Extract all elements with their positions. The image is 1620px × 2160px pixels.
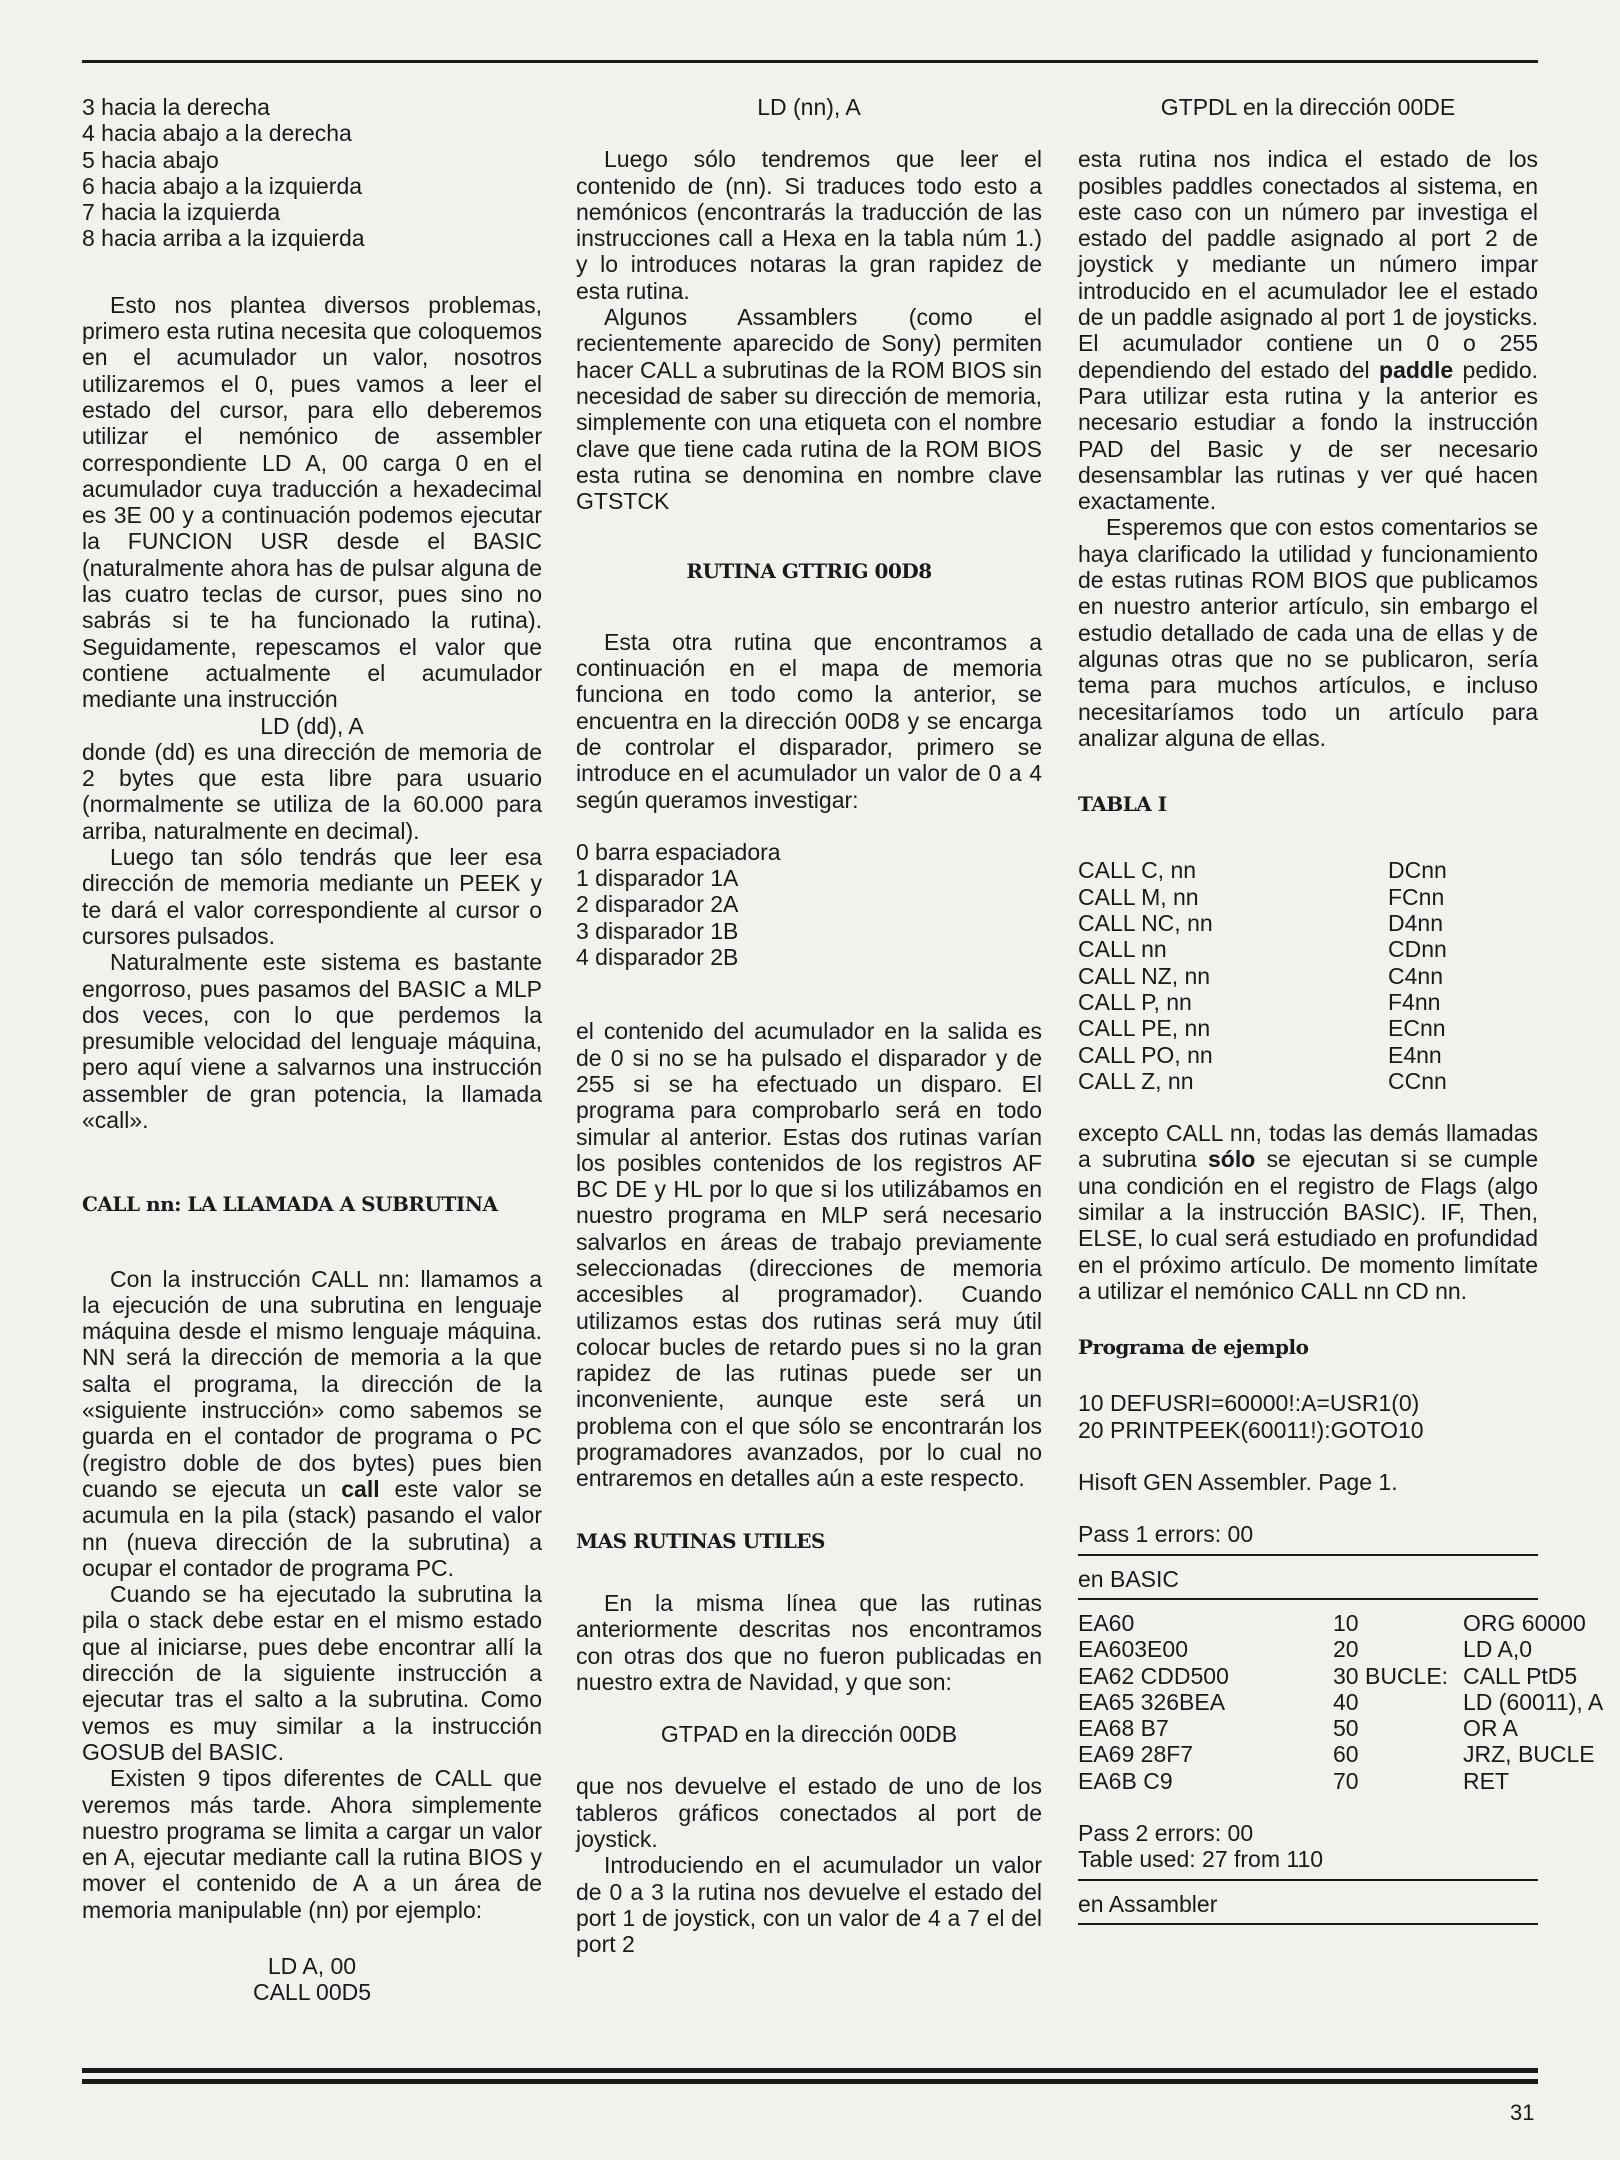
pass-info: Pass 1 errors: 00	[1078, 1521, 1254, 1548]
paragraph: Cuando se ha ejecutado la subrutina la pila o stack debe estar en el mismo estado que al iniciarse, pues debe encontrar allí la dirección de la siguiente instrucción a ejecutar tras el salto a la subrutina. Como vemos es muy similar a la instrucción GOSUB del BASIC.	[82, 1581, 542, 1765]
list-item: 8 hacia arriba a la izquierda	[82, 225, 365, 252]
section-heading: Programa de ejemplo	[1078, 1335, 1309, 1360]
table-cell: CALL NZ, nn	[1078, 962, 1211, 989]
table-cell: CDnn	[1388, 936, 1447, 963]
page-number: 31	[1510, 2100, 1535, 2125]
table-cell: CALL PO, nn	[1078, 1041, 1213, 1068]
paragraph: donde (dd) es una dirección de memoria de 2 bytes que esta libre para usuario (normalmente se utiliza de la 60.000 para arriba, naturalmente en decimal).	[82, 738, 542, 844]
table-cell	[1188, 1768, 1333, 1794]
program-line: 20 PRINTPEEK(60011!):GOTO10	[1078, 1416, 1424, 1443]
table-cell: DCnn	[1388, 857, 1447, 884]
paragraph: En la misma línea que las rutinas anteriormente descritas nos encontramos con otras dos que no fueron publicadas en nuestro extra de Navidad, y que son:	[576, 1589, 1042, 1695]
table-cell: ECnn	[1388, 1015, 1446, 1042]
paragraph: Con la instrucción CALL nn: llamamos a la ejecución de una subrutina en lenguaje máquina desde el mismo lenguaje máquina. NN será la dirección de memoria a la que salta el programa, la dirección de la «siguiente instrucción» como sabemos se guarda en el contador de programa o PC (registro doble de dos bytes) pues bien cuando se ejecuta un call este valor se acumula en la pila (stack) pasando el valor nn (nueva dirección de la subrutina) a ocupar el contador de programa PC.	[82, 1265, 543, 1581]
table-cell: EA68 B7	[1078, 1715, 1169, 1742]
paragraph: Esperemos que con estos comentarios se haya clarificado la utilidad y funcionamiento de estas rutinas ROM BIOS que publicamos en nuestro anterior artículo, sin embargo el estudio detallado de cada una de ellas y de algunas otras que no se publicaron, sería tema para muchos artículos, e incluso necesitaríamos todo un artículo para analizar alguna de ellas.	[1078, 514, 1538, 751]
table-cell: 70	[1333, 1767, 1359, 1794]
table-cell: RET	[1463, 1767, 1509, 1794]
table-cell: EA6B C9	[1078, 1767, 1173, 1794]
table-cell: LD A,0	[1463, 1636, 1533, 1663]
bottom-rule	[82, 2079, 1538, 2084]
table-cell: 10	[1333, 1609, 1359, 1636]
table-cell: EA62 CDD500	[1078, 1662, 1229, 1689]
caption: en BASIC	[1078, 1565, 1179, 1592]
column-1	[82, 94, 542, 2006]
code-line: LD (dd), A	[260, 712, 364, 739]
paragraph: Algunos Assamblers (como el recientemente aparecido de Sony) permiten hacer CALL a subrutinas de la ROM BIOS sin necesidad de saber su dirección de memoria, simplemente con una etiqueta con el nombre clave que tiene cada rutina de la ROM BIOS esta rutina se denomina en nombre clave GTSTCK	[576, 304, 1042, 515]
assembler-header: Hisoft GEN Assembler. Page 1.	[1078, 1469, 1398, 1496]
list-item: 7 hacia la izquierda	[82, 199, 281, 226]
list-item: 6 hacia abajo a la izquierda	[82, 172, 363, 199]
table-cell: CALL PtD5	[1463, 1662, 1578, 1689]
list-item: 2 disparador 2A	[576, 891, 739, 918]
table-cell: EA69 28F7	[1078, 1741, 1194, 1768]
paragraph: excepto CALL nn, todas las demás llamadas a subrutina sólo se ejecutan si se cumple una condición en el registro de Flags (algo similar a la instrucción BASIC). IF, Then, ELSE, lo cual será estudiado en profundidad en el próximo artículo. De momento limítate a utilizar el nemónico CALL nn CD nn.	[1078, 1120, 1539, 1304]
table-cell	[1188, 1610, 1333, 1636]
paragraph: Naturalmente este sistema es bastante engorroso, pues pasamos del BASIC a MLP dos veces, con lo que perdemos la presumible velocidad del lenguaje máquina, pero aquí viene a salvarnos una instrucción assembler de gran potencia, la llamada «call».	[82, 949, 542, 1133]
program-line: 10 DEFUSRI=60000!:A=USR1(0)	[1078, 1390, 1420, 1417]
table-cell: D4nn	[1388, 910, 1443, 937]
table-cell: EA65 326BEA	[1078, 1688, 1226, 1715]
paragraph: Introduciendo en el acumulador un valor de 0 a 3 la rutina nos devuelve el estado del port 1 de joystick, con un valor de 4 a 7 el del port 2	[576, 1852, 1042, 1958]
paragraph: el contenido del acumulador en la salida es de 0 si no se ha pulsado el disparador y de 255 si se ha efectuado un disparo. El programa para comprobarlo será en todo simular al anterior. Estas dos rutinas varían los posibles contenidos de los registros AF BC DE y HL por lo que si los utilizábamos en nuestro programa en MLP será necesario salvarlos en áreas de trabajo previamente seleccionadas (direcciones de memoria accesibles al programador). Cuando utilizamos estas dos rutinas será muy útil colocar bucles de retardo pues si no la gran rapidez de las rutinas puede ser un inconveniente, aunque este será un problema con el que sólo se encontrarán los programadores avanzados, por lo cual no entraremos en detalles aún a este respecto.	[576, 1018, 1042, 1492]
section-heading: CALL nn: LA LLAMADA A SUBRUTINA	[82, 1192, 498, 1217]
divider	[1078, 1879, 1538, 1881]
table-cell: 30 BUCLE:	[1333, 1662, 1449, 1689]
section-heading: TABLA I	[1078, 792, 1167, 817]
table-cell: E4nn	[1388, 1041, 1442, 1068]
table-cell: CALL C, nn	[1078, 857, 1197, 884]
caption: en Assambler	[1078, 1890, 1218, 1917]
trigger-list	[576, 839, 1042, 970]
paragraph: Luego tan sólo tendrás que leer esa dirección de memoria mediante un PEEK y te dará el valor correspondiente al cursor o cursores pulsados.	[82, 844, 542, 949]
table-cell: ORG 60000	[1463, 1609, 1586, 1636]
direction-list	[82, 94, 542, 252]
paragraph: Esta otra rutina que encontramos a continuación en el mapa de memoria funciona en todo como la anterior, se encuentra en la dirección 00D8 y se encarga de controlar el disparador, primero se introduce en el acumulador un valor de 0 a 4 según queramos investigar:	[576, 628, 1042, 813]
divider	[1078, 1598, 1538, 1600]
list-item: 1 disparador 1A	[576, 865, 739, 892]
code-line: CALL 00D5	[252, 1979, 372, 2006]
table-cell: CALL Z, nn	[1078, 1067, 1194, 1094]
paragraph: que nos devuelve el estado de uno de los tableros gráficos conectados al port de joystick.	[576, 1773, 1042, 1853]
table-cell: OR A	[1463, 1715, 1518, 1742]
code-line: LD (nn), A	[757, 94, 861, 120]
table-cell: CALL NC, nn	[1078, 910, 1213, 937]
list-item: 4 hacia abajo a la derecha	[82, 120, 352, 147]
pass-info: Table used: 27 from 110	[1078, 1846, 1324, 1873]
table-cell: F4nn	[1388, 988, 1441, 1015]
section-heading: MAS RUTINAS UTILES	[576, 1528, 825, 1553]
paragraph: esta rutina nos indica el estado de los posibles paddles conectados al sistema, en este caso con un número par investiga el estado del paddle asignado al port 2 de joystick y mediante un número impar introducido en el acumulador lee el estado de un paddle asignado al port 1 de joysticks. El acumulador contiene un 0 o 255 dependiendo del estado del paddle pedido. Para utilizar esta rutina y la anterior es necesario estudiar a fondo la instrucción PAD del Basic y de ser necesario desensamblar las rutinas y ver qué hacen exactamente.	[1078, 146, 1539, 515]
column-2	[576, 94, 1042, 1958]
bottom-rule	[82, 2068, 1538, 2073]
list-item: 5 hacia abajo	[82, 146, 219, 173]
code-line: LD A, 00	[267, 1953, 357, 1979]
paragraph: Esto nos plantea diversos problemas, primero esta rutina necesita que coloquemos en el acumulador un valor, nosotros utilizaremos el 0, pues vamos a leer el estado del cursor, para ello deberemos utilizar el nemónico de assembler correspondiente LD A, 00 carga 0 en el acumulador cuya traducción a hexadecimal es 3E 00 y a continuación podemos ejecutar la FUNCION USR desde el BASIC (naturalmente ahora has de pulsar alguna de las cuatro teclas de cursor, pues sino no sabrás si te ha funcionado la rutina). Seguidamente, repescamos el valor que contiene actualmente el acumulador mediante una instrucción	[82, 291, 542, 713]
table-cell: CCnn	[1388, 1067, 1447, 1094]
table-cell: EA603E00	[1078, 1636, 1188, 1663]
table-cell	[1188, 1636, 1333, 1662]
table-cell	[1188, 1663, 1333, 1689]
list-item: 0 barra espaciadora	[576, 838, 781, 865]
column-3	[1078, 94, 1604, 1935]
table-cell: JRZ, BUCLE	[1463, 1741, 1595, 1768]
paragraph: Existen 9 tipos diferentes de CALL que veremos más tarde. Ahora simplemente nuestro programa se limita a cargar un valor en A, ejecutar mediante call la rutina BIOS y mover el contenido de A a un área de memoria manipulable (nn) por ejemplo:	[82, 1765, 542, 1923]
divider	[1078, 1554, 1538, 1556]
table-cell	[1188, 1715, 1333, 1741]
table-cell: CALL nn	[1078, 936, 1167, 963]
table-cell: CALL M, nn	[1078, 883, 1199, 910]
subheading: GTPAD en la dirección 00DB	[660, 1721, 958, 1748]
table-cell	[1188, 1741, 1333, 1767]
list-item: 3 disparador 1B	[576, 917, 739, 944]
paragraph: Luego sólo tendremos que leer el contenido de (nn). Si traduces todo esto a nemónicos (encontrarás la traducción de las instrucciones call a Hexa en la tabla núm 1.) y lo introduces notaras la gran rapidez de esta rutina.	[576, 146, 1042, 304]
top-rule	[82, 60, 1538, 63]
table-cell: CALL P, nn	[1078, 988, 1192, 1015]
list-item: 3 hacia la derecha	[82, 94, 270, 120]
table-cell: FCnn	[1388, 883, 1445, 910]
table-cell: CALL PE, nn	[1078, 1015, 1211, 1042]
table-cell: C4nn	[1388, 962, 1443, 989]
subheading: GTPDL en la dirección 00DE	[1160, 94, 1456, 120]
table-cell: 20	[1333, 1636, 1359, 1663]
call-table	[1078, 857, 1538, 1094]
divider	[1078, 1923, 1538, 1925]
table-cell: 50	[1333, 1715, 1359, 1742]
table-cell: EA60	[1078, 1609, 1135, 1636]
section-heading: RUTINA GTTRIG 00D8	[686, 559, 932, 584]
list-item: 4 disparador 2B	[576, 944, 739, 971]
table-cell: 60	[1333, 1741, 1359, 1768]
table-cell: LD (60011), A	[1463, 1688, 1604, 1715]
assembler-listing	[1078, 1609, 1604, 1794]
table-cell: 40	[1333, 1688, 1359, 1715]
table-cell	[1188, 1689, 1333, 1715]
pass-info: Pass 2 errors: 00	[1078, 1820, 1254, 1847]
